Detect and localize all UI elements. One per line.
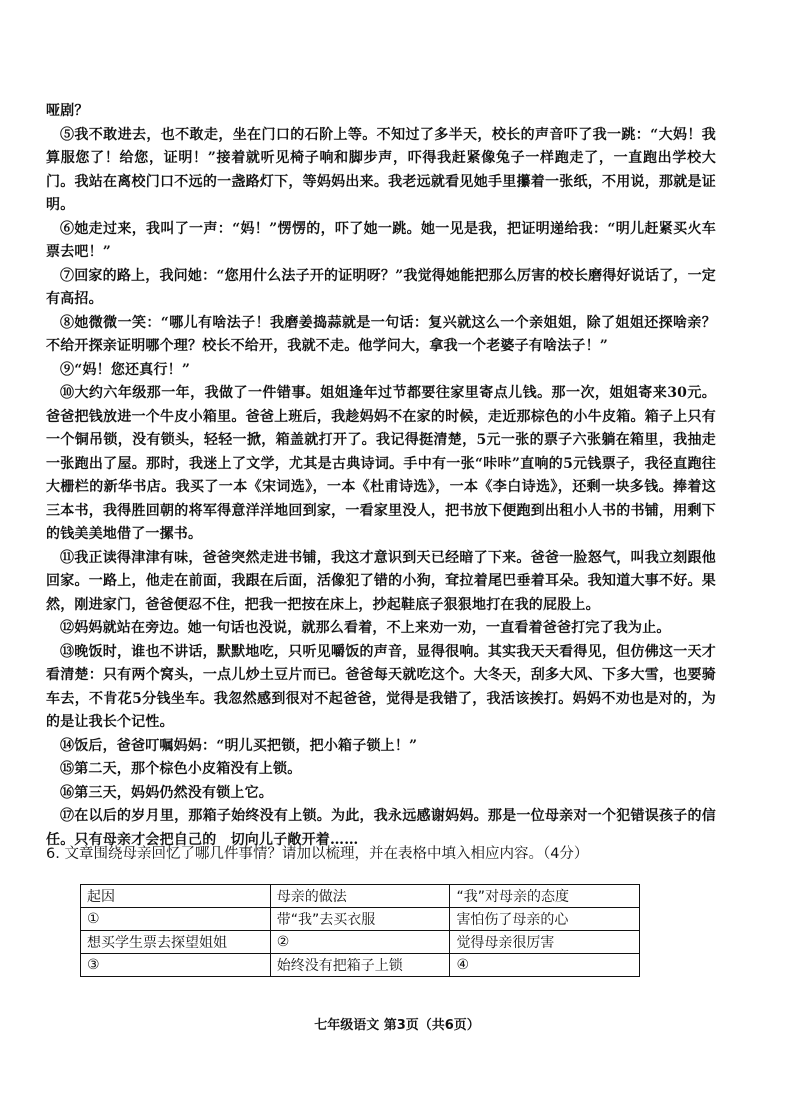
paragraph-15: ⑮第二天，那个棕色小皮箱没有上锁。 — [60, 761, 302, 777]
paragraph-17: ⑰在以后的岁月里，那箱子始终没有上锁。为此，我永远感谢妈妈。那是一位母亲对一个犯错误孩子的信任。只有母亲才会把自己的 切向儿子敞开着…… — [46, 808, 716, 848]
answer-blank-3[interactable]: ③ — [81, 954, 271, 977]
paragraph-10: ⑩大约六年级那一年，我做了一件错事。姐姐逢年过节都要往家里寄点儿钱。那一次，姐姐寄来30元。爸爸把钱放进一个牛皮小箱里。爸爸上班后，我趁妈妈不在家的时候，走近那棕色的小牛皮箱。箱子上只有一个铜吊锁，没有锁头，轻轻一掀，箱盖就打开了。我记得挺清楚，5元一张的票子六张躺在箱里，我抽走一张跑出了屋。那时，我迷上了文学，尤其是古典诗词。手中有一张“咔咔”直响的5元钱票子，我径直跑往大栅栏的新华书店。我买了一本《宋词选》，一本《杜甫诗选》，一本《李白诗选》，还剩一块多钱。捧着这三本书，我得胜回朝的将军得意洋洋地回到家，一看家里没人，把书放下便跑到出租小人书的书铺，用剩下的钱美美地借了一摞书。 — [46, 385, 716, 542]
answer-table — [80, 884, 640, 977]
header-cause: 起因 — [81, 885, 271, 908]
reading-passage — [46, 100, 716, 852]
header-mother-action: 母亲的做法 — [270, 885, 450, 908]
answer-blank-1[interactable]: ① — [81, 908, 271, 931]
paragraph-12: ⑫妈妈就站在旁边。她一句话也没说，就那么看着，不上来劝一劝，一直看着爸爸打完了我为止。 — [60, 620, 671, 636]
header-my-attitude: “我”对母亲的态度 — [450, 885, 640, 908]
page-footer: 七年级语文 第3页（共6页） — [314, 1018, 480, 1033]
paragraph-9: ⑨“妈！您还真行！” — [60, 361, 191, 378]
paragraph-11: ⑪我正读得津津有味，爸爸突然走进书铺，我这才意识到天已经暗了下来。爸爸一脸怒气，叫我立刻跟他回家。一路上，他走在前面，我跟在后面，活像犯了错的小狗，耷拉着尾巴垂着耳朵。我知道大事不好。果然，刚进家门，爸爸便忍不住，把我一把按在床上，抄起鞋底子狠狠地打在我的屁股上。 — [46, 549, 716, 613]
paragraph-6: ⑥她走过来，我叫了一声：“妈！”愣愣的，吓了她一跳。她一见是我，把证明递给我：“明儿赶紧买火车票去吧！” — [46, 220, 716, 260]
table-cell: 想买学生票去探望姐姐 — [81, 931, 271, 954]
paragraph-7: ⑦回家的路上，我问她：“您用什么法子开的证明呀？”我觉得她能把那么厉害的校长磨得好说话了，一定有高招。 — [46, 267, 716, 307]
paragraph-13: ⑬晚饭时，谁也不讲话，默默地吃，只听见嚼饭的声音，显得很响。其实我天天看得见，但仿佛这一天才看清楚：只有两个窝头，一点儿炒土豆片而已。爸爸每天就吃这个。大冬天，刮多大风、下多大雪，也要骑车去，不肯花5分钱坐车。我忽然感到很对不起爸爸，觉得是我错了，我活该挨打。妈妈不劝也是对的，为的是让我长个记性。 — [46, 643, 716, 730]
table-row — [81, 908, 640, 931]
paragraph-16: ⑯第三天，妈妈仍然没有锁上它。 — [60, 784, 273, 801]
table-header-row — [81, 885, 640, 908]
question-6: 6. 文章围绕母亲回忆了哪几件事情？请加以梳理，并在表格中填入相应内容。（4分） — [46, 846, 589, 862]
paragraph-5: ⑤我不敢进去，也不敢走，坐在门口的石阶上等。不知过了多半天，校长的声音吓了我一跳：“大妈！我算服您了！给您，证明！”接着就听见椅子响和脚步声，吓得我赶紧像兔子一样跑走了，一直跑出学校大门。我站在离校门口不远的一盏路灯下，等妈妈出来。我老远就看见她手里攥着一张纸，不用说，那就是证明。 — [46, 126, 716, 213]
table-cell: 带“我”去买衣服 — [270, 908, 450, 931]
table-cell: 始终没有把箱子上锁 — [270, 954, 450, 977]
table-row — [81, 931, 640, 954]
paragraph-14: ⑭饭后，爸爸叮嘱妈妈：“明儿买把锁，把小箱子锁上！” — [60, 737, 418, 754]
table-cell: 觉得母亲很厉害 — [450, 931, 640, 954]
table-row — [81, 954, 640, 977]
answer-blank-4[interactable]: ④ — [450, 954, 640, 977]
answer-blank-2[interactable]: ② — [270, 931, 450, 954]
paragraph-8: ⑧她微微一笑：“哪儿有啥法子！我磨姜捣蒜就是一句话：复兴就这么一个亲姐姐，除了姐姐还探啥亲？不给开探亲证明哪个理？校长不给开，我就不走。他学问大，拿我一个老婆子有啥法子！” — [46, 314, 716, 354]
paragraph-continuation: 哑剧？ — [46, 103, 89, 119]
table-cell: 害怕伤了母亲的心 — [450, 908, 640, 931]
